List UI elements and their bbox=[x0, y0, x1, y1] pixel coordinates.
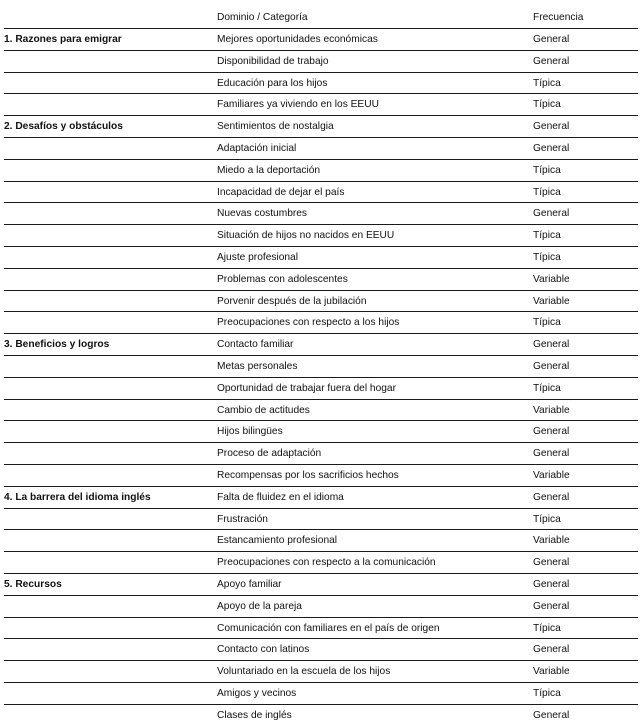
item-cell: Nuevas costumbres bbox=[217, 208, 308, 220]
table-row bbox=[4, 378, 638, 400]
table-row bbox=[4, 683, 638, 705]
frequency-cell: General bbox=[533, 491, 570, 503]
item-cell: Frustración bbox=[217, 513, 268, 525]
table-row bbox=[4, 487, 638, 509]
table-row bbox=[4, 73, 638, 95]
item-cell: Voluntariado en la escuela de los hijos bbox=[217, 666, 391, 678]
table-row bbox=[4, 138, 638, 160]
item-cell: Metas personales bbox=[217, 360, 298, 372]
frequency-cell: Típica bbox=[533, 382, 561, 394]
item-cell: Mejores oportunidades económicas bbox=[217, 34, 378, 45]
table-header bbox=[4, 4, 638, 29]
table-row bbox=[4, 661, 638, 683]
table-row bbox=[4, 51, 638, 73]
item-cell: Miedo a la deportación bbox=[217, 164, 321, 176]
table-row bbox=[4, 94, 638, 116]
table-row bbox=[4, 530, 638, 552]
frequency-cell: Típica bbox=[533, 513, 561, 525]
item-cell: Proceso de adaptación bbox=[217, 448, 322, 460]
item-cell: Apoyo familiar bbox=[217, 578, 282, 590]
item-cell: Ajuste profesional bbox=[217, 251, 298, 263]
frequency-cell: Típica bbox=[533, 99, 561, 111]
frequency-cell: Típica bbox=[533, 186, 561, 198]
table-row bbox=[4, 247, 638, 269]
frequency-cell: General bbox=[533, 339, 570, 351]
table-row bbox=[4, 291, 638, 313]
frequency-cell: Típica bbox=[533, 317, 561, 329]
domain-cell: 2. Desafíos y obstáculos bbox=[4, 121, 123, 133]
frequency-cell: General bbox=[533, 557, 570, 569]
item-cell: Sentimientos de nostalgia bbox=[217, 121, 334, 133]
frequency-cell: General bbox=[533, 208, 570, 220]
table-row bbox=[4, 203, 638, 225]
item-cell: Apoyo de la pareja bbox=[217, 600, 302, 612]
frequency-cell: General bbox=[533, 644, 570, 656]
item-cell: Adaptación inicial bbox=[217, 142, 297, 154]
item-cell: Problemas con adolescentes bbox=[217, 273, 348, 285]
table-row bbox=[4, 29, 638, 51]
table-row bbox=[4, 443, 638, 465]
frequency-cell: General bbox=[533, 55, 570, 67]
frequency-cell: Variable bbox=[533, 535, 570, 547]
domain-cell: 4. La barrera del idioma inglés bbox=[4, 491, 151, 503]
table-row bbox=[4, 269, 638, 291]
table-row bbox=[4, 705, 638, 727]
item-cell: Cambio de actitudes bbox=[217, 404, 310, 416]
frequency-cell: Variable bbox=[533, 295, 570, 307]
table-body bbox=[4, 29, 638, 727]
item-cell: Falta de fluidez en el idioma bbox=[217, 491, 344, 503]
item-cell: Hijos bilingües bbox=[217, 426, 283, 438]
header-frequency: Frecuencia bbox=[533, 12, 584, 23]
item-cell: Clases de inglés bbox=[217, 709, 292, 721]
frequency-cell: General bbox=[533, 121, 570, 133]
frequency-cell: Típica bbox=[533, 622, 561, 634]
frequency-cell: General bbox=[533, 709, 570, 721]
item-cell: Comunicación con familiares en el país de origen bbox=[217, 622, 440, 634]
frequency-cell: Variable bbox=[533, 469, 570, 481]
item-cell: Contacto familiar bbox=[217, 339, 294, 351]
item-cell: Incapacidad de dejar el país bbox=[217, 186, 345, 198]
frequency-cell: Variable bbox=[533, 273, 570, 285]
frequency-cell: Típica bbox=[533, 687, 561, 699]
frequency-cell: Típica bbox=[533, 77, 561, 89]
frequency-cell: General bbox=[533, 34, 570, 45]
item-cell: Situación de hijos no nacidos en EEUU bbox=[217, 230, 395, 242]
item-cell: Preocupaciones con respecto a los hijos bbox=[217, 317, 400, 329]
domain-cell: 5. Recursos bbox=[4, 578, 62, 590]
item-cell: Porvenir después de la jubilación bbox=[217, 295, 367, 307]
table-row bbox=[4, 574, 638, 596]
item-cell: Estancamiento profesional bbox=[217, 535, 338, 547]
item-cell: Familiares ya viviendo en los EEUU bbox=[217, 99, 379, 111]
item-cell: Educación para los hijos bbox=[217, 77, 328, 89]
item-cell: Disponibilidad de trabajo bbox=[217, 55, 329, 67]
frequency-cell: Típica bbox=[533, 230, 561, 242]
table-row bbox=[4, 334, 638, 356]
table-row bbox=[4, 596, 638, 618]
item-cell: Recompensas por los sacrificios hechos bbox=[217, 469, 399, 481]
table-row bbox=[4, 312, 638, 334]
frequency-cell: General bbox=[533, 600, 570, 612]
table-row bbox=[4, 465, 638, 487]
item-cell: Amigos y vecinos bbox=[217, 687, 297, 699]
table-row bbox=[4, 400, 638, 422]
frequency-cell: General bbox=[533, 448, 570, 460]
item-cell: Contacto con latinos bbox=[217, 644, 310, 656]
categories-table bbox=[4, 4, 638, 727]
frequency-cell: General bbox=[533, 360, 570, 372]
table-row bbox=[4, 509, 638, 531]
table-row bbox=[4, 421, 638, 443]
item-cell: Oportunidad de trabajar fuera del hogar bbox=[217, 382, 396, 394]
table-row bbox=[4, 618, 638, 640]
frequency-cell: General bbox=[533, 426, 570, 438]
frequency-cell: Típica bbox=[533, 251, 561, 263]
frequency-cell: Variable bbox=[533, 404, 570, 416]
table-row bbox=[4, 116, 638, 138]
table-row bbox=[4, 225, 638, 247]
frequency-cell: General bbox=[533, 142, 570, 154]
header-item: Dominio / Categoría bbox=[217, 12, 308, 23]
item-cell: Preocupaciones con respecto a la comunicación bbox=[217, 557, 436, 569]
table-row bbox=[4, 356, 638, 378]
table-row bbox=[4, 639, 638, 661]
frequency-cell: General bbox=[533, 578, 570, 590]
domain-cell: 3. Beneficios y logros bbox=[4, 339, 110, 351]
frequency-cell: Variable bbox=[533, 666, 570, 678]
table-row bbox=[4, 552, 638, 574]
table-row bbox=[4, 160, 638, 182]
domain-cell: 1. Razones para emigrar bbox=[4, 34, 122, 45]
table-row bbox=[4, 182, 638, 204]
frequency-cell: Típica bbox=[533, 164, 561, 176]
